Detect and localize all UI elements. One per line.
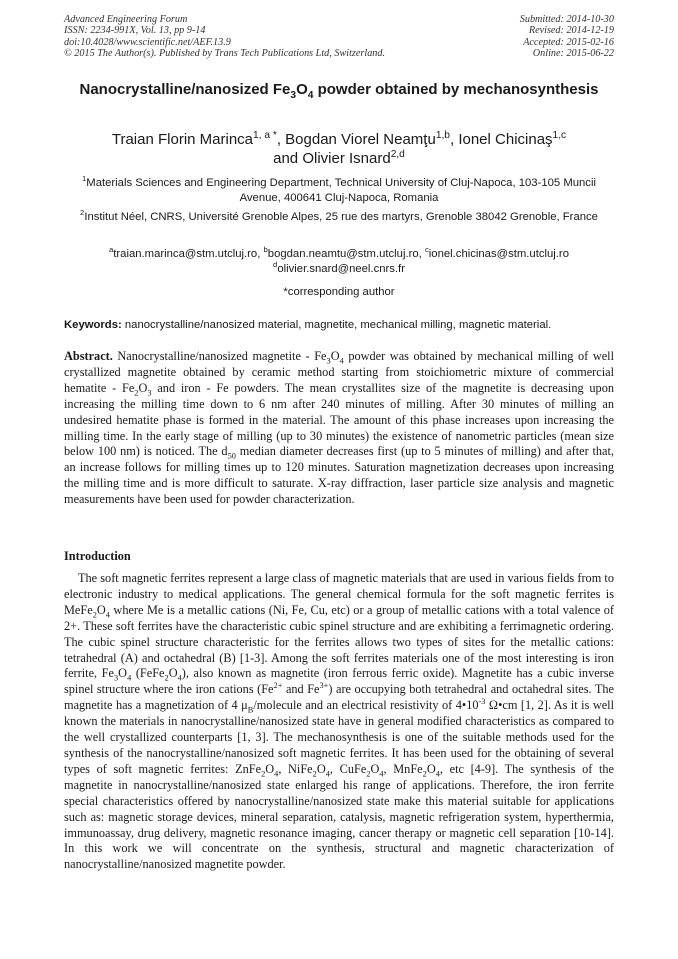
introduction-segment: 4 xyxy=(325,769,330,779)
introduction-segment: , etc [4-9]. The synthesis of the magnetite in nanocrystalline/nanosized state enlarged his range of applications. Therefore, the iron ferrite special characteristics offered by nanocrystalline/nanosized state make this material suitable for applications such as: magnetic storage devices, mineral separation, catalysis, magnetic refrigeration system, hyperthermia, immunoassay, drug delivery, magnetic resonance imaging, cancer therapy or magnetic cell separation [10-14]. In this work we will concentrate on the synthesis, structural and magnetic characterization of nanocrystalline/nanosized magnetite powder. xyxy=(64,761,615,872)
keywords xyxy=(64,318,614,333)
introduction-segment: (FeFe xyxy=(131,666,165,681)
introduction-segment: O xyxy=(370,761,380,776)
introduction-segment: O xyxy=(118,666,128,681)
introduction-segment: 2 xyxy=(92,610,97,620)
journal-info xyxy=(64,14,385,60)
author-3: Ionel Chicinaş$^{1,c}$ xyxy=(458,130,567,148)
date-submitted: Submitted: 2014-10-30 xyxy=(519,14,614,25)
journal-issn: ISSN: 2234-991X, Vol. 13, pp 9-14 xyxy=(64,25,206,37)
author-list xyxy=(64,130,614,168)
author-2: Bogdan Viorel Neamţu$^{1,b}$, xyxy=(285,130,459,148)
introduction-segment: 2 xyxy=(312,769,317,779)
affiliation-1: $^1$Materials Sciences and Engineering Department, Technical University of Cluj-Napoca, 103-105 Muncii Avenue, 400641 Cluj-Napoca, Romania xyxy=(82,174,596,204)
introduction-segment: 4 xyxy=(177,673,182,683)
introduction-segment: ) are occupying both tetrahedral and octahedral sites. The magnetite has a magnetization of 4 μ xyxy=(64,682,614,713)
section-heading-introduction: Introduction xyxy=(64,549,131,563)
affiliation-2: $^2$Institut Néel, CNRS, Université Grenoble Alpes, 25 rue des martyrs, Grenoble 38042 Grenoble, France xyxy=(80,208,598,223)
keywords-label: Keywords: xyxy=(64,319,122,331)
journal-doi[interactable]: doi:10.4028/www.scientific.net/AEF.13.9 xyxy=(64,36,231,48)
introduction-segment: , MnFe xyxy=(383,761,423,776)
email-d[interactable]: $^d$olivier.snard@neel.cnrs.fr xyxy=(273,260,405,275)
abstract-segment: O xyxy=(138,380,148,395)
introduction-segment: , CuFe xyxy=(329,761,367,776)
introduction-segment: and Fe xyxy=(282,682,320,697)
abstract-segment: 3 xyxy=(326,356,331,366)
email-b[interactable]: $^b$bogdan.neamtu@stm.utcluj.ro xyxy=(263,245,419,260)
introduction-segment: 2 xyxy=(261,769,266,779)
introduction-segment: where Me is a metallic cations (Ni, Fe, Cu, etc) or a group of metallic cations with a total valence of 2+. These soft ferrites have the characteristic cubic spinel structure and are exhibiting a ferrimagnetic ordering. The cubic spinel structure characteristic for the ferrites allows two types of sites for the metallic cations: tetrahedral (A) and octahedral (B) [1-3]. Among the soft ferrites materials one of the most interesting is iron ferrite, Fe xyxy=(64,602,614,681)
abstract-segment: Nanocrystalline/nanosized magnetite - Fe xyxy=(112,349,327,363)
introduction-segment: O xyxy=(96,602,106,617)
journal-copyright: © 2015 The Author(s). Published by Trans Tech Publications Ltd, Switzerland. xyxy=(64,48,386,60)
abstract-segment: O xyxy=(330,349,340,363)
author-4: and Olivier Isnard$^{2,d}$ xyxy=(273,149,405,167)
introduction-segment: O xyxy=(168,666,178,681)
introduction-segment: 4 xyxy=(435,769,440,779)
abstract-segment: 3 xyxy=(147,388,152,398)
email-a[interactable]: $^a$traian.marinca@stm.utcluj.ro xyxy=(109,245,258,260)
author-1: Traian Florin Marinca$^{1, a *}$, xyxy=(111,130,286,148)
journal-name: Advanced Engineering Forum xyxy=(64,14,188,25)
abstract-segment: powder was obtained by mechanical milling of well crystallized magnetite obtained by ceramic method starting from stoichiometric mixture of commercial hematite - Fe xyxy=(64,349,614,395)
introduction-segment: -3 xyxy=(478,697,486,707)
abstract-segment: median diameter decreases first (up to 5 minutes of milling) and after that, an increase follows for milling times up to 120 minutes. Saturation magnetization decreases upon increasing the milling time and is more difficult to saturate. X-ray diffraction, laser particle size analysis and magnetic measurements have been used for powder characterization. xyxy=(64,444,614,507)
introduction-segment: /molecule and an electrical resistivity of 4•10 xyxy=(253,698,479,713)
introduction-segment: O xyxy=(426,761,436,776)
introduction-segment: 4 xyxy=(105,610,110,620)
date-revised: Revised: 2014-12-19 xyxy=(528,25,614,37)
date-online: Online: 2015-06-22 xyxy=(532,48,614,60)
introduction-segment: Ω•cm [1, 2]. As it is well known the materials in nanocrystalline/nanosized state have in general modified characteristics as compared to the well crystallized counterparts [1, 3]. The mechanosynthesis is one of the suitable methods used for the synthesis of the nanocrystalline/nanosized soft magnetic ferrites. It has been used for the obtaining of several types of soft magnetic ferrites: ZnFe xyxy=(64,698,614,776)
introduction-segment: 4 xyxy=(127,673,132,683)
introduction-segment: ), also known as magnetite (iron ferrous ferric oxide). Magnetite has a cubic inverse spinel structure where the iron cations (Fe xyxy=(64,666,615,697)
introduction-segment: 2 xyxy=(164,673,169,683)
corresponding-author-note: *corresponding author xyxy=(283,286,395,298)
introduction-segment: 2 xyxy=(422,769,427,779)
introduction-segment: The soft magnetic ferrites represent a large class of magnetic materials that are used in various fields from to electronic industry to medical applications. The general chemical formula for the soft magnetic ferrites is MeFe xyxy=(64,571,614,617)
introduction-segment: 4 xyxy=(379,769,384,779)
abstract-segment: 2 xyxy=(134,388,139,398)
introduction-segment: 3+ xyxy=(319,681,329,691)
author-emails: $^a$traian.marinca@stm.utcluj.ro, $^b$bogdan.neamtu@stm.utcluj.ro, $^c$ionel.chicinas@stm.utcluj.ro $^d$olivier.snard@neel.cnrs.fr xyxy=(109,245,569,275)
abstract-label: Abstract. xyxy=(64,349,113,363)
abstract-segment: and iron - Fe powders. The mean crystallites size of the magnetite is decreasing upon increasing the milling time down to 6 nm after 240 minutes of milling. After 30 minutes of milling an undesired hematite phase is formed in the material. The amount of this phase increases upon increasing the milling time. In the early stage of milling (up to 30 minutes) the existence of nanometric particles (mean size below 100 nm) is noticed. The d xyxy=(64,380,614,459)
abstract xyxy=(64,349,614,508)
introduction-segment: , NiFe xyxy=(278,761,313,776)
keywords-text: nanocrystalline/nanosized material, magnetite, mechanical milling, magnetic material. xyxy=(121,319,552,331)
introduction-segment: 4 xyxy=(274,769,279,779)
abstract-segment: 50 xyxy=(227,451,236,461)
abstract-text xyxy=(64,349,614,506)
paper-title: Nanocrystalline/nanosized $Fe_3O_4$ powder obtained by mechanosynthesis xyxy=(79,81,599,101)
date-accepted: Accepted: 2015-02-16 xyxy=(523,36,614,48)
abstract-segment: 4 xyxy=(339,356,344,366)
introduction-text xyxy=(64,571,614,873)
introduction-segment: B xyxy=(247,705,254,715)
introduction-segment: O xyxy=(316,761,326,776)
introduction-segment: O xyxy=(265,761,275,776)
introduction-segment: 2 xyxy=(366,769,371,779)
introduction-segment: 2+ xyxy=(273,681,283,691)
email-c[interactable]: $^c$ionel.chicinas@stm.utcluj.ro xyxy=(424,245,569,260)
introduction-segment: 3 xyxy=(113,673,119,683)
publication-dates xyxy=(520,14,614,60)
